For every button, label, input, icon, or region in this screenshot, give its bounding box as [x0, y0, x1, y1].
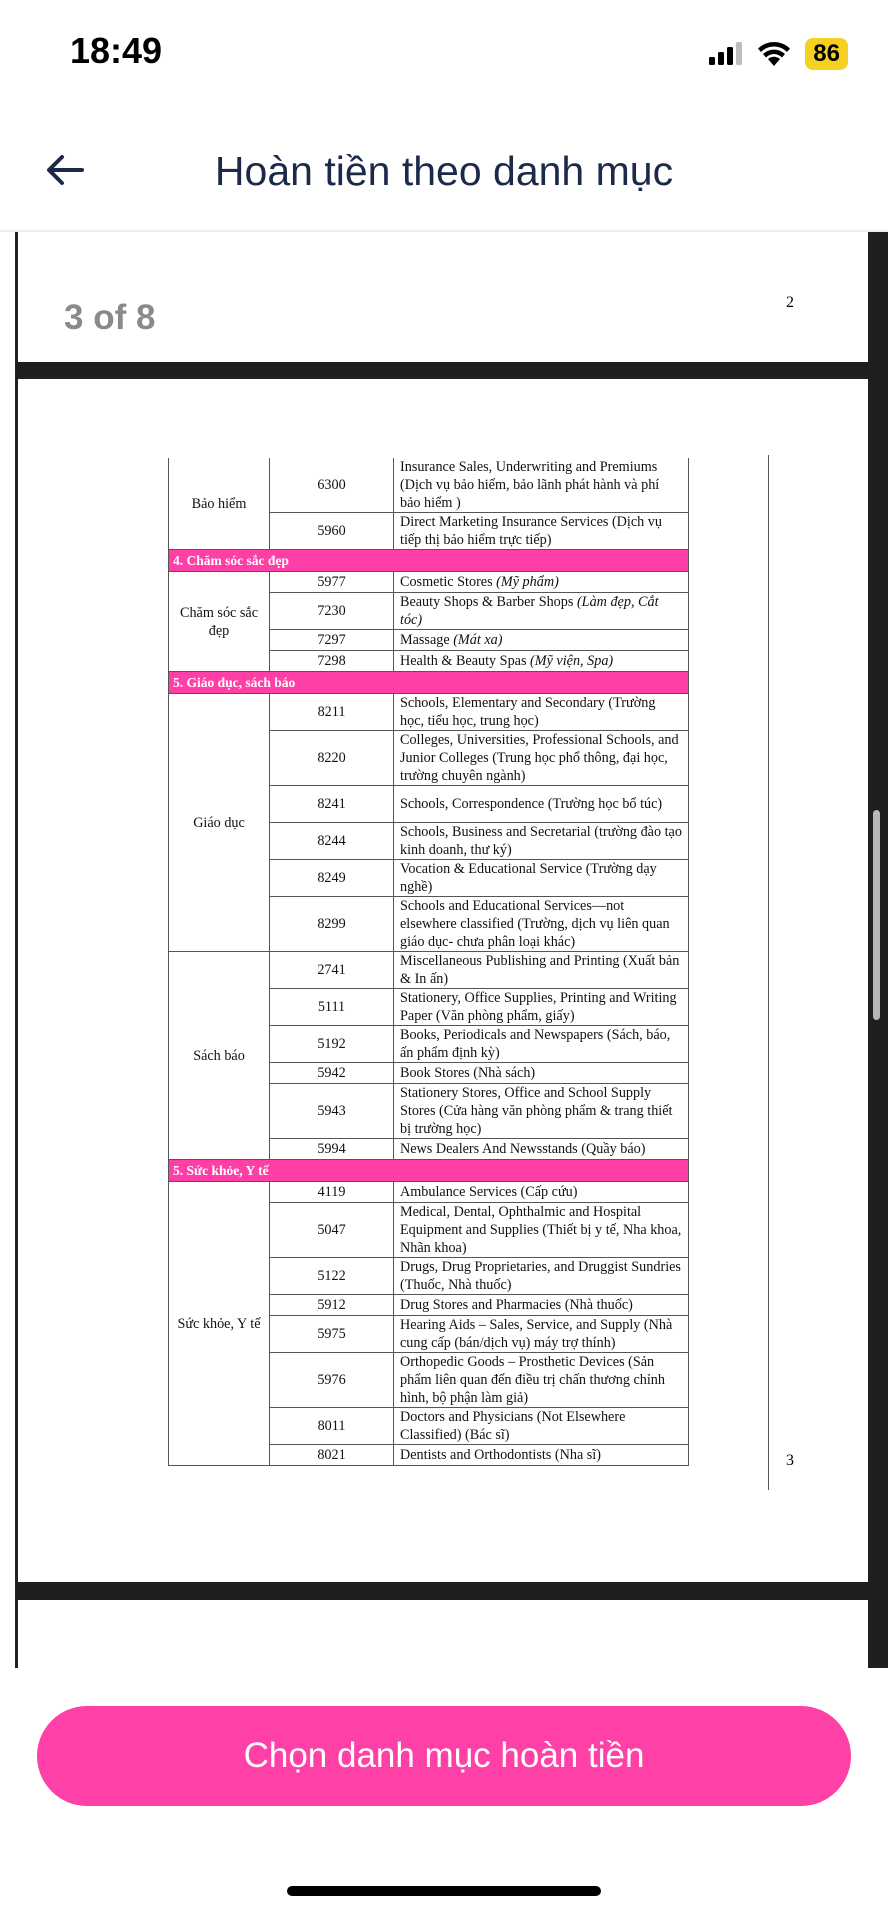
table-cell-desc: Ambulance Services (Cấp cứu)	[394, 1182, 689, 1203]
table-cell-desc: Drug Stores and Pharmacies (Nhà thuốc)	[394, 1295, 689, 1316]
section-title: 5. Sức khỏe, Y tế	[169, 1160, 689, 1182]
table-cell-desc: Books, Periodicals and Newspapers (Sách, báo, ấn phẩm định kỳ)	[394, 1026, 689, 1063]
table-cell-code: 8299	[270, 897, 394, 952]
table-cell-code: 5192	[270, 1026, 394, 1063]
table-cell-code: 2741	[270, 952, 394, 989]
table-cell-code: 4119	[270, 1182, 394, 1203]
table-cell-code: 5960	[270, 513, 394, 550]
table-cell-code: 5111	[270, 989, 394, 1026]
page-margin-rule	[768, 455, 769, 1490]
status-time: 18:49	[70, 30, 163, 71]
table-cell-desc: Hearing Aids – Sales, Service, and Supply (Nhà cung cấp (bán/dịch vụ) máy trợ thính)	[394, 1316, 689, 1353]
table-cell-desc	[394, 630, 689, 651]
table-cell-desc: Schools, Correspondence (Trường học bổ túc)	[394, 786, 689, 823]
signal-icon	[709, 42, 743, 66]
table-cell-group: Sức khỏe, Y tế	[169, 1182, 270, 1466]
table-cell-group: Sách báo	[169, 952, 270, 1160]
table-cell-desc: Schools, Business and Secretarial (trường đào tạo kinh doanh, thư ký)	[394, 823, 689, 860]
page-indicator: 3 of 8	[64, 298, 156, 337]
desc-italic: (Làm đẹp, Cắt tóc)	[400, 594, 659, 628]
desc-text: Cosmetic Stores	[400, 574, 493, 590]
table-cell-desc: Stationery, Office Supplies, Printing and Writing Paper (Văn phòng phẩm, giấy)	[394, 989, 689, 1026]
table-cell-desc: Schools, Elementary and Secondary (Trường học, tiểu học, trung học)	[394, 694, 689, 731]
table-row	[169, 458, 689, 513]
table-cell-desc: Stationery Stores, Office and School Supply Stores (Cửa hàng văn phòng phẩm & trang thiết bị trường học)	[394, 1084, 689, 1139]
category-table	[168, 458, 689, 1466]
scrollbar-thumb[interactable]	[873, 810, 880, 1020]
page-title: Hoàn tiền theo danh mục	[214, 148, 674, 194]
section-header	[169, 1160, 689, 1182]
section-header	[169, 672, 689, 694]
home-indicator	[287, 1886, 601, 1896]
table-cell-desc: News Dealers And Newsstands (Quầy báo)	[394, 1139, 689, 1160]
table-cell-code: 6300	[270, 458, 394, 513]
pdf-page-next	[18, 1600, 868, 1668]
table-cell-group: Giáo dục	[169, 694, 270, 952]
table-cell-desc: Orthopedic Goods – Prosthetic Devices (Sản phẩm liên quan đến điều trị chấn thương chỉnh hình, bộ phận làm giả)	[394, 1353, 689, 1408]
section-title: 5. Giáo dục, sách báo	[169, 672, 689, 694]
table-cell-code: 7297	[270, 630, 394, 651]
table-cell-desc: Medical, Dental, Ophthalmic and Hospital Equipment and Supplies (Thiết bị y tế, Nha khoa, Nhãn khoa)	[394, 1203, 689, 1258]
status-icons	[709, 38, 848, 70]
table-cell-desc: Colleges, Universities, Professional Schools, and Junior Colleges (Trung học phổ thông, đại học, trường chuyên ngành)	[394, 731, 689, 786]
table-cell-desc	[394, 593, 689, 630]
table-cell-group: Chăm sóc sắc đẹp	[169, 572, 270, 672]
table-cell-code: 5912	[270, 1295, 394, 1316]
table-cell-code: 8021	[270, 1445, 394, 1466]
table-cell-code: 7298	[270, 651, 394, 672]
table-cell-code: 7230	[270, 593, 394, 630]
table-cell-desc: Vocation & Educational Service (Trường dạy nghề)	[394, 860, 689, 897]
desc-text: Health & Beauty Spas	[400, 653, 527, 669]
table-cell-code: 5942	[270, 1063, 394, 1084]
table-cell-desc: Doctors and Physicians (Not Elsewhere Classified) (Bác sĩ)	[394, 1408, 689, 1445]
desc-text: Massage	[400, 632, 450, 648]
table-cell-desc: Drugs, Drug Proprietaries, and Druggist Sundries (Thuốc, Nhà thuốc)	[394, 1258, 689, 1295]
table-cell-code: 5977	[270, 572, 394, 593]
table-cell-code: 5943	[270, 1084, 394, 1139]
table-cell-code: 8220	[270, 731, 394, 786]
table-row	[169, 694, 689, 731]
page-number-bottom: 3	[786, 1452, 794, 1469]
desc-italic: (Mỹ phẩm)	[496, 574, 559, 590]
table-row	[169, 952, 689, 989]
page-number-top: 2	[786, 294, 794, 311]
status-bar	[0, 0, 888, 110]
section-title: 4. Chăm sóc sắc đẹp	[169, 550, 689, 572]
table-row	[169, 572, 689, 593]
choose-category-button[interactable]: Chọn danh mục hoàn tiền	[37, 1706, 851, 1806]
pdf-page-previous	[18, 232, 868, 362]
table-cell-desc: Miscellaneous Publishing and Printing (Xuất bản & In ấn)	[394, 952, 689, 989]
wifi-icon	[757, 41, 791, 67]
table-cell-code: 8211	[270, 694, 394, 731]
table-cell-desc: Direct Marketing Insurance Services (Dịch vụ tiếp thị bảo hiểm trực tiếp)	[394, 513, 689, 550]
table-cell-desc	[394, 572, 689, 593]
table-cell-desc	[394, 651, 689, 672]
table-row	[169, 1182, 689, 1203]
table-cell-group: Bảo hiểm	[169, 458, 270, 550]
table-cell-code: 8241	[270, 786, 394, 823]
table-cell-code: 5994	[270, 1139, 394, 1160]
table-cell-desc: Schools and Educational Services—not elsewhere classified (Trường, dịch vụ liên quan giáo dục- chưa phân loại khác)	[394, 897, 689, 952]
desc-italic: (Mỹ viện, Spa)	[530, 653, 614, 669]
section-header	[169, 550, 689, 572]
desc-text: Beauty Shops & Barber Shops	[400, 594, 574, 610]
table-cell-code: 8011	[270, 1408, 394, 1445]
table-cell-code: 5122	[270, 1258, 394, 1295]
table-cell-desc: Dentists and Orthodontists (Nha sĩ)	[394, 1445, 689, 1466]
table-cell-code: 5976	[270, 1353, 394, 1408]
desc-italic: (Mát xa)	[453, 632, 503, 648]
table-cell-code: 8244	[270, 823, 394, 860]
table-cell-code: 5047	[270, 1203, 394, 1258]
table-cell-desc: Book Stores (Nhà sách)	[394, 1063, 689, 1084]
app-header	[0, 110, 888, 232]
battery-icon: 86	[805, 38, 848, 70]
table-cell-desc: Insurance Sales, Underwriting and Premiums (Dịch vụ bảo hiểm, bảo lãnh phát hành và phí bảo hiểm )	[394, 458, 689, 513]
table-cell-code: 5975	[270, 1316, 394, 1353]
table-cell-code: 8249	[270, 860, 394, 897]
